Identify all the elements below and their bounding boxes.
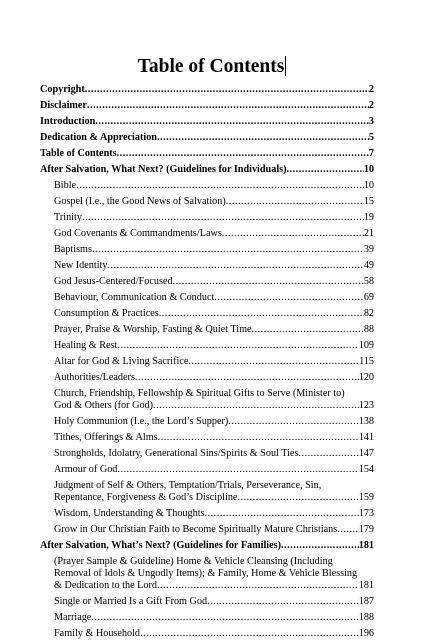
toc-entry-label: After Salvation, What’s Next? (Guidelines for Families)	[40, 540, 281, 551]
toc-entry-label: Single or Married Is a Gift From God	[54, 596, 208, 607]
toc-page-number: 82	[363, 308, 374, 319]
toc-leader-dots	[153, 400, 359, 412]
toc-page-number: 15	[363, 196, 374, 207]
toc-leader-dots	[237, 492, 358, 504]
toc-page-number: 181	[358, 540, 374, 551]
toc-page-number: 39	[363, 244, 374, 255]
toc-entry-label: Healing & Rest	[54, 340, 118, 351]
toc-page-number: 141	[358, 432, 374, 443]
toc-leader-dots	[82, 212, 364, 224]
toc-entry[interactable]	[54, 228, 374, 240]
toc-entry-label: Disclaimer	[40, 100, 87, 111]
toc-page-number: 159	[358, 492, 374, 503]
toc-leader-dots	[117, 464, 358, 476]
toc-page-number: 69	[363, 292, 374, 303]
toc-leader-dots	[207, 596, 359, 608]
toc-leader-dots	[226, 196, 364, 208]
toc-entry-label: Baptisms	[54, 244, 92, 255]
toc-entry[interactable]	[54, 276, 374, 288]
toc-page-number: 115	[359, 356, 374, 367]
toc-entry[interactable]	[40, 164, 374, 176]
toc-entry[interactable]	[54, 292, 374, 304]
toc-entry[interactable]	[54, 464, 374, 476]
toc-leader-dots	[205, 508, 359, 520]
toc-entry-label: God Covenants & Commandments/Laws	[54, 228, 222, 239]
toc-leader-dots	[135, 372, 359, 384]
toc-entry[interactable]	[54, 372, 374, 384]
toc-entry-label: Consumption & Practices	[54, 308, 159, 319]
toc-entry-label: Copyright	[40, 84, 85, 95]
toc-entry[interactable]	[40, 132, 374, 144]
toc-leader-dots	[222, 228, 364, 240]
toc-entry[interactable]	[40, 148, 374, 160]
toc-entry-label: Armour of God	[54, 464, 118, 475]
toc-leader-dots	[95, 116, 369, 128]
toc-entry[interactable]	[54, 180, 374, 192]
toc-entry-label: Judgment of Self & Others, Temptation/Trials, Perseverance, Sin,	[54, 480, 322, 491]
toc-entry[interactable]	[54, 524, 374, 536]
toc-page-number: 10	[363, 164, 374, 175]
toc-page-number: 196	[358, 628, 374, 639]
toc-leader-dots	[91, 612, 358, 624]
toc-page-number: 188	[358, 612, 374, 623]
toc-leader-dots	[140, 628, 359, 640]
toc-page-number: 179	[358, 524, 374, 535]
toc-entry-label: (Prayer Sample & Guideline) Home & Vehicle Cleansing (Including	[54, 556, 333, 567]
toc-entry[interactable]	[40, 84, 374, 96]
toc-entry[interactable]	[54, 556, 374, 592]
toc-entry-label: Strongholds, Idolatry, Generational Sins/Spirits & Soul Ties	[54, 448, 299, 459]
toc-entry-label: God & Others (for God)	[54, 400, 154, 411]
toc-leader-dots	[158, 432, 359, 444]
toc-entry-label: Marriage	[54, 612, 92, 623]
toc-entry[interactable]	[54, 356, 374, 368]
toc-entry[interactable]	[54, 340, 374, 352]
toc-leader-dots	[252, 324, 364, 336]
toc-leader-dots	[173, 276, 364, 288]
toc-entry[interactable]	[54, 324, 374, 336]
toc-entry[interactable]	[40, 540, 374, 552]
toc-page-number: 138	[358, 416, 374, 427]
toc-entry[interactable]	[54, 244, 374, 256]
toc-entry[interactable]	[54, 196, 374, 208]
toc-entry[interactable]	[54, 416, 374, 428]
toc-page-number: 147	[358, 448, 374, 459]
toc-page-number: 173	[358, 508, 374, 519]
toc-entry[interactable]	[54, 448, 374, 460]
toc-entry-label: Repentance, Forgiveness & God’s Discipline	[54, 492, 238, 503]
toc-leader-dots	[228, 416, 358, 428]
toc-entry-label: & Dedication to the Lord	[54, 580, 157, 591]
toc-leader-dots	[87, 100, 369, 112]
toc-entry-label: Removal of Idols & Ungodly Items); & Family, Home & Vehicle Blessing	[54, 568, 358, 579]
toc-entry[interactable]	[54, 508, 374, 520]
toc-entry[interactable]	[54, 308, 374, 320]
toc-entry-label: Behaviour, Communication & Conduct	[54, 292, 215, 303]
toc-page-number: 123	[358, 400, 374, 411]
toc-page-number: 7	[368, 148, 374, 159]
toc-page-number: 21	[363, 228, 374, 239]
toc-page-number: 181	[358, 580, 374, 591]
toc-entry[interactable]	[54, 596, 374, 608]
toc-entry[interactable]	[40, 100, 374, 112]
toc-page-number: 58	[363, 276, 374, 287]
toc-entry-label: Trinity	[54, 212, 82, 223]
toc-page-number: 187	[358, 596, 374, 607]
toc-entry-label: Grow in Our Christian Faith to Become Spiritually Mature Christians	[54, 524, 338, 535]
toc-leader-dots	[76, 180, 364, 192]
page-title	[0, 55, 424, 79]
toc-entry-label: Authorities/Leaders	[54, 372, 135, 383]
toc-entry-label: Bible	[54, 180, 77, 191]
toc-leader-dots	[107, 260, 363, 272]
toc-page-number: 109	[358, 340, 374, 351]
title-text: Table of Contents	[137, 56, 285, 77]
toc-leader-dots	[281, 540, 359, 552]
toc-leader-dots	[214, 292, 364, 304]
toc-entry[interactable]	[54, 628, 374, 640]
toc-entry-label: God Jesus-Centered/Focused	[54, 276, 173, 287]
toc-leader-dots	[117, 340, 358, 352]
toc-page-number: 2	[368, 84, 374, 95]
toc-entry-label: New Identity	[54, 260, 108, 271]
toc-entry[interactable]	[40, 116, 374, 128]
toc-page-number: 5	[368, 132, 374, 143]
toc-entry-label: Family & Household	[54, 628, 141, 639]
toc-page-number: 10	[363, 180, 374, 191]
toc-entry[interactable]	[54, 388, 374, 412]
toc-page-number: 49	[363, 260, 374, 271]
toc-entry-label: After Salvation, What Next? (Guidelines for Individuals)	[40, 164, 287, 175]
toc-entry-label: Church, Friendship, Fellowship & Spiritual Gifts to Serve (Minister to)	[54, 388, 345, 399]
toc-leader-dots	[159, 308, 364, 320]
toc-entry-label: Introduction	[40, 116, 96, 127]
toc-entry[interactable]	[54, 612, 374, 624]
toc-leader-dots	[188, 356, 359, 368]
text-cursor	[285, 56, 286, 76]
toc-leader-dots	[287, 164, 364, 176]
toc-page-number: 2	[368, 100, 374, 111]
toc-entry-label: Altar for God & Living Sacrifice	[54, 356, 189, 367]
toc-leader-dots	[92, 244, 364, 256]
toc-entry[interactable]	[54, 480, 374, 504]
toc-leader-dots	[298, 448, 358, 460]
toc-entry[interactable]	[54, 432, 374, 444]
toc-entry[interactable]	[54, 212, 374, 224]
toc-entry-label: Tithes, Offerings & Alms	[54, 432, 158, 443]
toc-entry-label: Wisdom, Understanding & Thoughts	[54, 508, 205, 519]
toc-entry-label: Table of Contents	[40, 148, 117, 159]
toc-leader-dots	[85, 84, 369, 96]
toc-page-number: 19	[363, 212, 374, 223]
toc-page-number: 3	[368, 116, 374, 127]
toc-page-number: 154	[358, 464, 374, 475]
toc-entry-label: Prayer, Praise & Worship, Fasting & Quiet Time	[54, 324, 252, 335]
toc-entry-label: Holy Communion (I.e., the Lord’s Supper)	[54, 416, 229, 427]
toc-page-number: 120	[358, 372, 374, 383]
table-of-contents	[40, 84, 374, 644]
toc-entry[interactable]	[54, 260, 374, 272]
toc-leader-dots	[157, 580, 359, 592]
toc-leader-dots	[117, 148, 369, 160]
toc-leader-dots	[157, 132, 369, 144]
toc-page-number: 88	[363, 324, 374, 335]
toc-entry-label: Dedication & Appreciation	[40, 132, 157, 143]
toc-entry-label: Gospel (I.e., the Good News of Salvation)	[54, 196, 226, 207]
toc-leader-dots	[337, 524, 358, 536]
